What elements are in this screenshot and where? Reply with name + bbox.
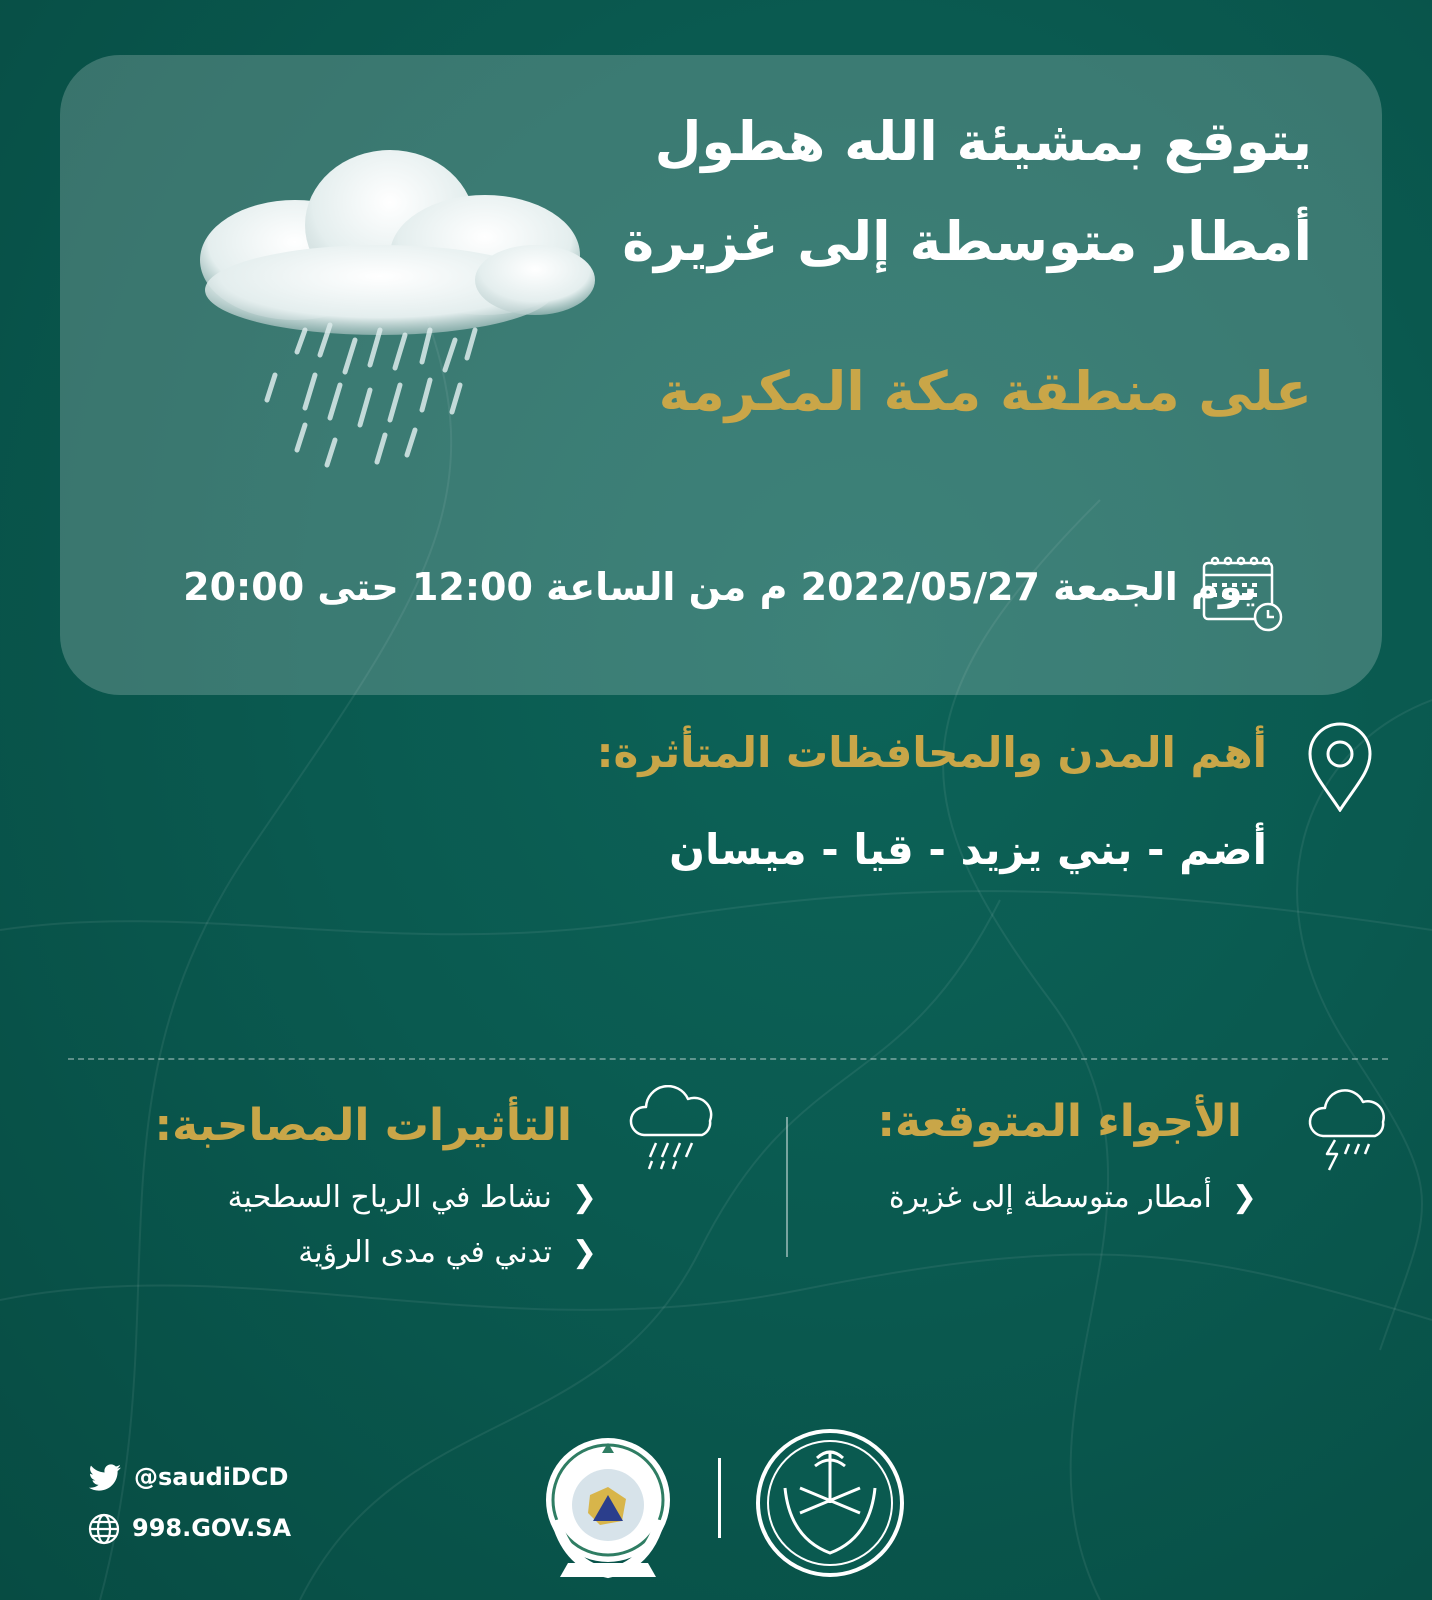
twitter-handle-text: @saudiDCD [134, 1463, 289, 1491]
rain-icon [628, 1085, 723, 1175]
ministry-of-interior-logo [755, 1428, 905, 1578]
chevron-left-icon: ❮ [571, 1235, 597, 1270]
expected-item [889, 1180, 1257, 1215]
website-text: 998.GOV.SA [132, 1514, 292, 1542]
civil-defense-logo [528, 1425, 688, 1585]
twitter-icon [88, 1464, 122, 1492]
headline-line-1: يتوقع بمشيئة الله هطول [654, 110, 1312, 173]
logo-separator [718, 1458, 721, 1538]
affected-cities-title: أهم المدن والمحافظات المتأثرة: [596, 728, 1267, 777]
date-time-range: يوم الجمعة 2022/05/27 م من الساعة 12:00 حتى 20:00 [183, 565, 1257, 609]
expected-weather-title: الأجواء المتوقعة: [877, 1096, 1242, 1147]
expected-item-text: أمطار متوسطة إلى غزيرة [888, 1180, 1212, 1215]
column-separator [786, 1117, 788, 1257]
rain-cloud-illustration [175, 140, 615, 490]
effects-item-text: نشاط في الرياح السطحية [227, 1180, 552, 1215]
effects-item [298, 1235, 597, 1270]
thunderstorm-icon [1305, 1088, 1395, 1173]
website-link[interactable] [88, 1513, 291, 1545]
globe-icon [88, 1513, 120, 1545]
effects-title: التأثيرات المصاحبة: [154, 1100, 572, 1151]
chevron-left-icon: ❮ [1231, 1180, 1257, 1215]
chevron-left-icon: ❮ [571, 1180, 597, 1215]
effects-item-text: تدني في مدى الرؤية [298, 1235, 552, 1270]
dashed-divider [68, 1058, 1388, 1060]
headline-line-2: أمطار متوسطة إلى غزيرة [622, 210, 1312, 273]
affected-cities-list: أضم - بني يزيد - قيا - ميسان [669, 825, 1267, 874]
effects-item [228, 1180, 597, 1215]
location-pin-icon [1305, 722, 1375, 812]
region-name: على منطقة مكة المكرمة [658, 360, 1312, 423]
twitter-handle[interactable] [88, 1463, 288, 1492]
